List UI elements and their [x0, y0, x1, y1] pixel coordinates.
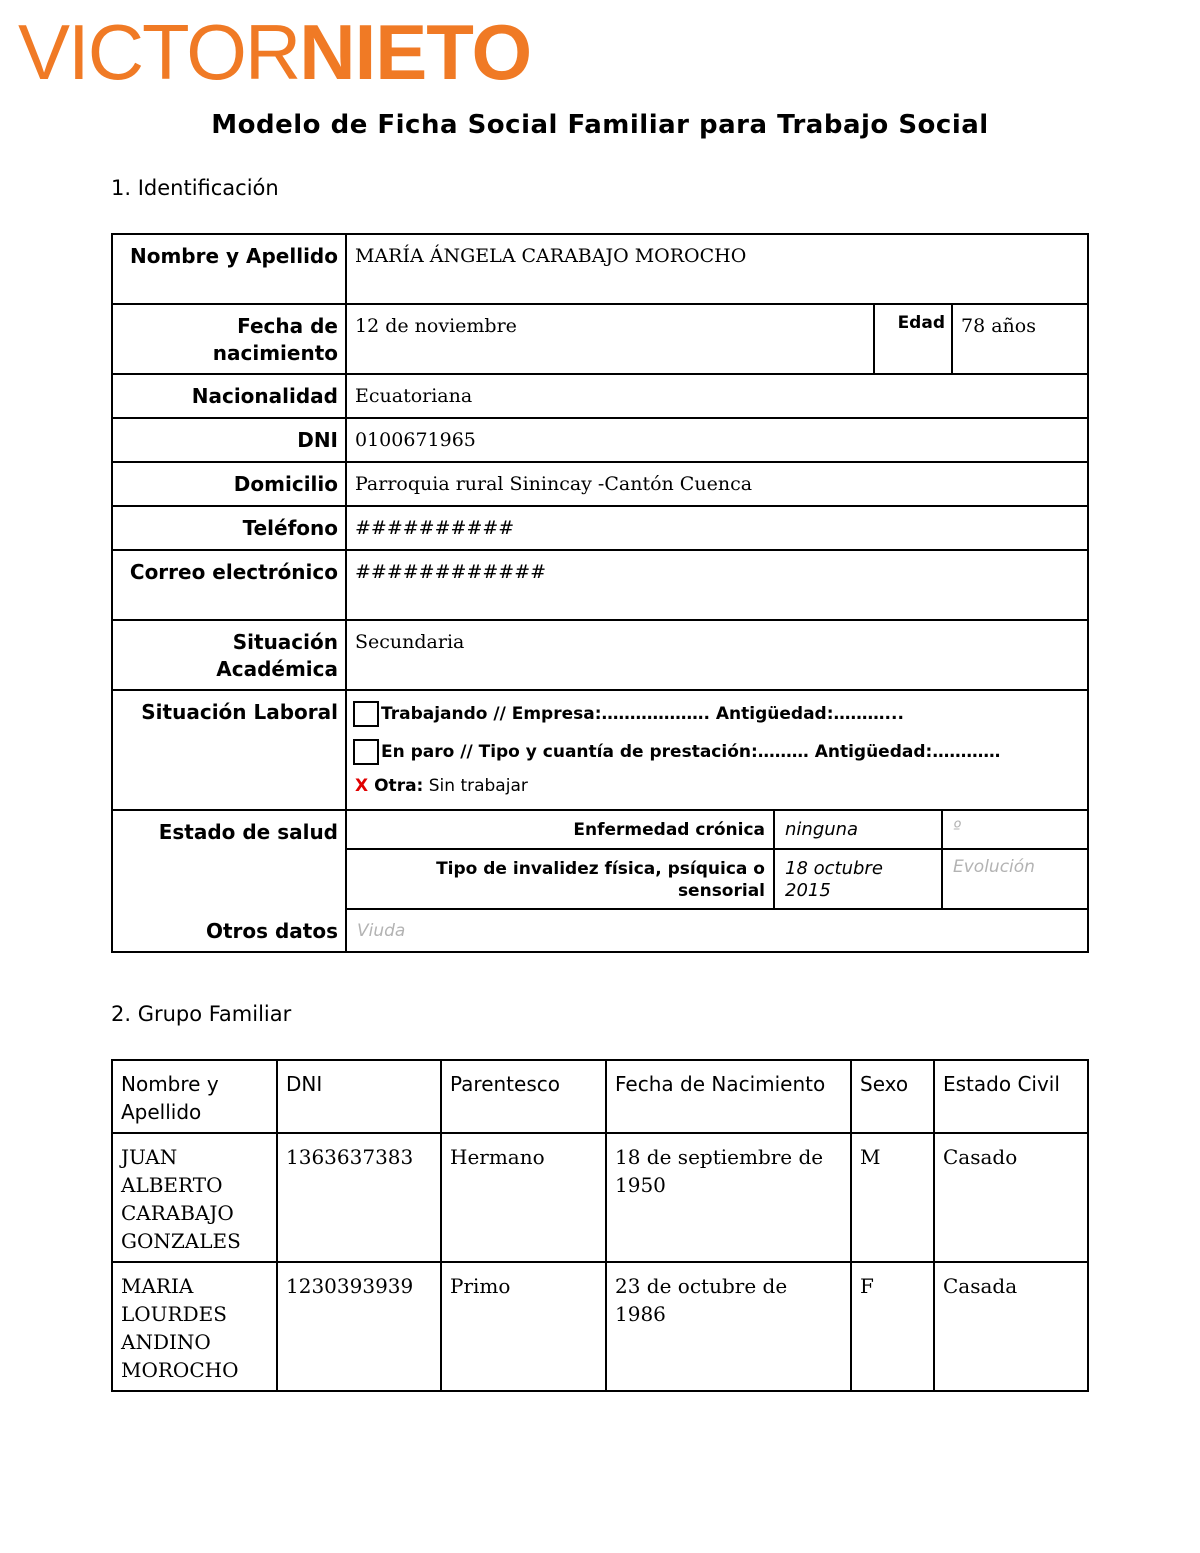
row2-estado-civil: Casada	[934, 1262, 1088, 1391]
identification-table	[111, 233, 1089, 953]
situacion-laboral-label: Situación Laboral	[112, 690, 346, 810]
trabajando-checkbox[interactable]	[353, 701, 379, 727]
row1-estado-civil: Casado	[934, 1133, 1088, 1262]
otros-datos-label: Otros datos	[205, 919, 338, 943]
table-row	[112, 1262, 1088, 1391]
row2-parentesco: Primo	[441, 1262, 606, 1391]
header-sexo: Sexo	[851, 1060, 934, 1133]
situacion-academica-label: Situación Académica	[112, 620, 346, 690]
brand-logo	[18, 8, 532, 96]
row1-parentesco: Hermano	[441, 1133, 606, 1262]
header-dni: DNI	[277, 1060, 441, 1133]
header-nombre: Nombre y Apellido	[112, 1060, 277, 1133]
row2-fecha-nacimiento: 23 de octubre de 1986	[606, 1262, 851, 1391]
dni-value: 0100671965	[346, 418, 1088, 462]
header-parentesco: Parentesco	[441, 1060, 606, 1133]
nacionalidad-label: Nacionalidad	[112, 374, 346, 418]
laboral-option-otra	[353, 771, 1081, 801]
row2-sexo: F	[851, 1262, 934, 1391]
telefono-label: Teléfono	[112, 506, 346, 550]
table-row	[112, 1133, 1088, 1262]
edad-value: 78 años	[952, 304, 1088, 374]
nacionalidad-value: Ecuatoriana	[346, 374, 1088, 418]
fecha-nacimiento-label: Fecha de nacimiento	[112, 304, 346, 374]
edad-label: Edad	[874, 304, 952, 374]
trabajando-label: Trabajando // Empresa:………………. Antigüedad:………...	[381, 704, 904, 724]
dni-label: DNI	[112, 418, 346, 462]
enfermedad-cronica-extra: º	[942, 811, 1087, 849]
row1-dni: 1363637383	[277, 1133, 441, 1262]
header-estado-civil: Estado Civil	[934, 1060, 1088, 1133]
logo-thin-text: VICTOR	[18, 8, 300, 96]
enfermedad-cronica-value: ninguna	[774, 811, 942, 849]
enfermedad-cronica-label: Enfermedad crónica	[347, 811, 774, 849]
salud-otros-value-cell	[346, 810, 1088, 952]
salud-otros-label-cell	[112, 810, 346, 952]
domicilio-value: Parroquia rural Sinincay -Cantón Cuenca	[346, 462, 1088, 506]
section-identificacion-heading: 1. Identificación	[111, 176, 279, 200]
evolucion-placeholder: Evolución	[942, 849, 1087, 909]
laboral-option-trabajando	[353, 695, 1081, 733]
tipo-invalidez-label: Tipo de invalidez física, psíquica o sensorial	[347, 849, 774, 909]
tipo-invalidez-value: 18 octubre 2015	[774, 849, 942, 909]
nombre-label: Nombre y Apellido	[112, 234, 346, 304]
family-header-row	[112, 1060, 1088, 1133]
fecha-nacimiento-value: 12 de noviembre	[346, 304, 874, 374]
grupo-familiar-table	[111, 1059, 1089, 1392]
situacion-laboral-options	[346, 690, 1088, 810]
laboral-option-en-paro	[353, 733, 1081, 771]
domicilio-label: Domicilio	[112, 462, 346, 506]
row1-sexo: M	[851, 1133, 934, 1262]
estado-salud-label: Estado de salud	[158, 820, 338, 844]
logo-bold-text: NIETO	[299, 8, 532, 96]
row2-dni: 1230393939	[277, 1262, 441, 1391]
row2-nombre: MARIA LOURDES ANDINO MOROCHO	[112, 1262, 277, 1391]
document-title: Modelo de Ficha Social Familiar para Trabajo Social	[211, 110, 989, 140]
estado-salud-table	[347, 811, 1087, 951]
otra-value: Sin trabajar	[428, 776, 528, 796]
header-fecha-nacimiento: Fecha de Nacimiento	[606, 1060, 851, 1133]
otros-datos-value: Viuda	[347, 909, 1087, 951]
en-paro-label: En paro // Tipo y cuantía de prestación:……… Antigüedad:…………	[381, 742, 1001, 762]
row1-fecha-nacimiento: 18 de septiembre de 1950	[606, 1133, 851, 1262]
en-paro-checkbox[interactable]	[353, 739, 379, 765]
correo-label: Correo electrónico	[112, 550, 346, 620]
row1-nombre: JUAN ALBERTO CARABAJO GONZALES	[112, 1133, 277, 1262]
otra-label: Otra:	[374, 776, 424, 796]
situacion-academica-value: Secundaria	[346, 620, 1088, 690]
nombre-value: MARÍA ÁNGELA CARABAJO MOROCHO	[346, 234, 1088, 304]
correo-value: ############	[346, 550, 1088, 620]
telefono-value: ##########	[346, 506, 1088, 550]
section-grupo-familiar-heading: 2. Grupo Familiar	[111, 1002, 292, 1026]
otra-check-mark: X	[355, 776, 369, 796]
